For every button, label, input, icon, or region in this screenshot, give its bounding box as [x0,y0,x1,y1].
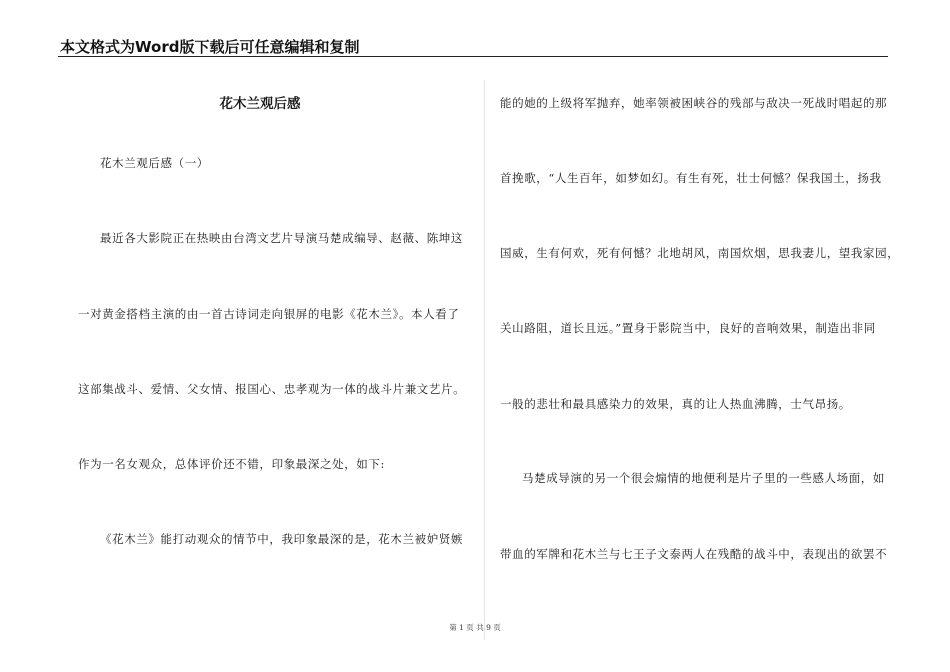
paragraph-line: 关山路阻，道长且远。”置身于影院当中，良好的音响效果，制造出非同 [500,321,876,335]
paragraph-line: 国威，生有何欢，死有何憾？北地胡风，南国炊烟，思我妻儿，望我家园， [500,246,900,260]
paragraph-line: 这部集战斗、爱情、父女情、报国心、忠孝观为一体的战斗片兼文艺片。 [78,382,466,396]
paragraph-line: 《花木兰》能打动观众的情节中，我印象最深的是，花木兰被妒贤嫉 [100,532,463,546]
paragraph-line: 一般的悲壮和最具感染力的效果，真的让人热血沸腾，士气昂扬。 [500,397,851,411]
header-divider [58,56,888,57]
paragraph-line: 马楚成导演的另一个很会煽情的地便利是片子里的一些感人场面，如 [522,471,885,485]
paragraph-line: 最近各大影院正在热映由台湾文艺片导演马楚成编导、赵薇、陈坤这 [100,231,463,245]
document-title: 花木兰观后感 [219,96,301,112]
paragraph-line: 花木兰观后感（一） [100,156,209,170]
paragraph-line: 能的她的上级将军抛弃，她率领被困峡谷的残部与敌决一死战时唱起的那 [500,96,888,110]
document-header: 本文格式为Word版下载后可任意编辑和复制 [60,38,360,56]
column-divider [484,80,485,640]
page-number: 第 1 页 共 9 页 [449,623,501,632]
paragraph-line: 一对黄金搭档主演的由一首古诗词走向银屏的电影《花木兰》。本人看了 [78,307,460,321]
paragraph-line: 带血的军牌和花木兰与七王子文泰两人在残酷的战斗中，表现出的欲罢不 [500,547,888,561]
paragraph-line: 首挽歌，“人生百年，如梦如幻。有生有死，壮士何憾？保我国土，扬我 [500,171,882,185]
paragraph-line: 作为一名女观众，总体评价还不错，印象最深之处，如下: [78,457,385,471]
